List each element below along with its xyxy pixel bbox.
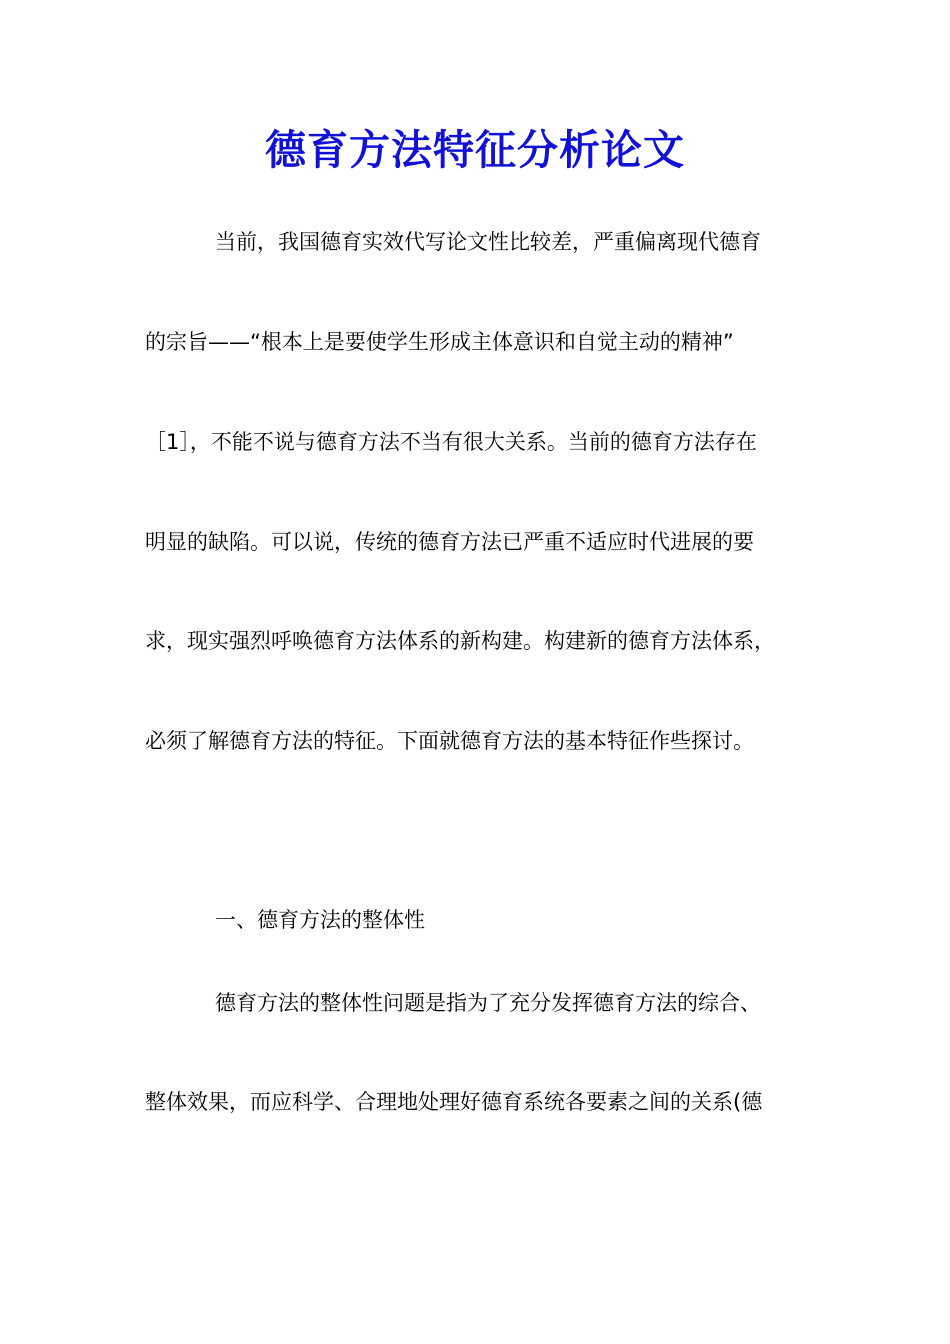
document-title: 德育方法特征分析论文	[265, 126, 685, 174]
paragraph-line: 当前，我国德育实效代写论文性比较差，严重偏离现代德育	[215, 230, 761, 254]
paragraph-line: 求，现实强烈呼唤德育方法体系的新构建。构建新的德育方法体系，	[145, 629, 775, 653]
paragraph-line: 的宗旨——“根本上是要使学生形成主体意识和自觉主动的精神”	[145, 330, 734, 354]
section-heading: 一、德育方法的整体性	[215, 908, 425, 932]
paragraph-line: 必须了解德育方法的特征。下面就德育方法的基本特征作些探讨。	[145, 729, 754, 753]
paragraph-line: ［1］，不能不说与德育方法不当有很大关系。当前的德育方法存在	[145, 430, 757, 454]
paragraph-line: 整体效果，而应科学、合理地处理好德育系统各要素之间的关系(德	[145, 1090, 763, 1114]
paragraph-line: 德育方法的整体性问题是指为了充分发挥德育方法的综合、	[215, 991, 761, 1015]
paragraph-line: 明显的缺陷。可以说，传统的德育方法已严重不适应时代进展的要	[145, 530, 754, 554]
